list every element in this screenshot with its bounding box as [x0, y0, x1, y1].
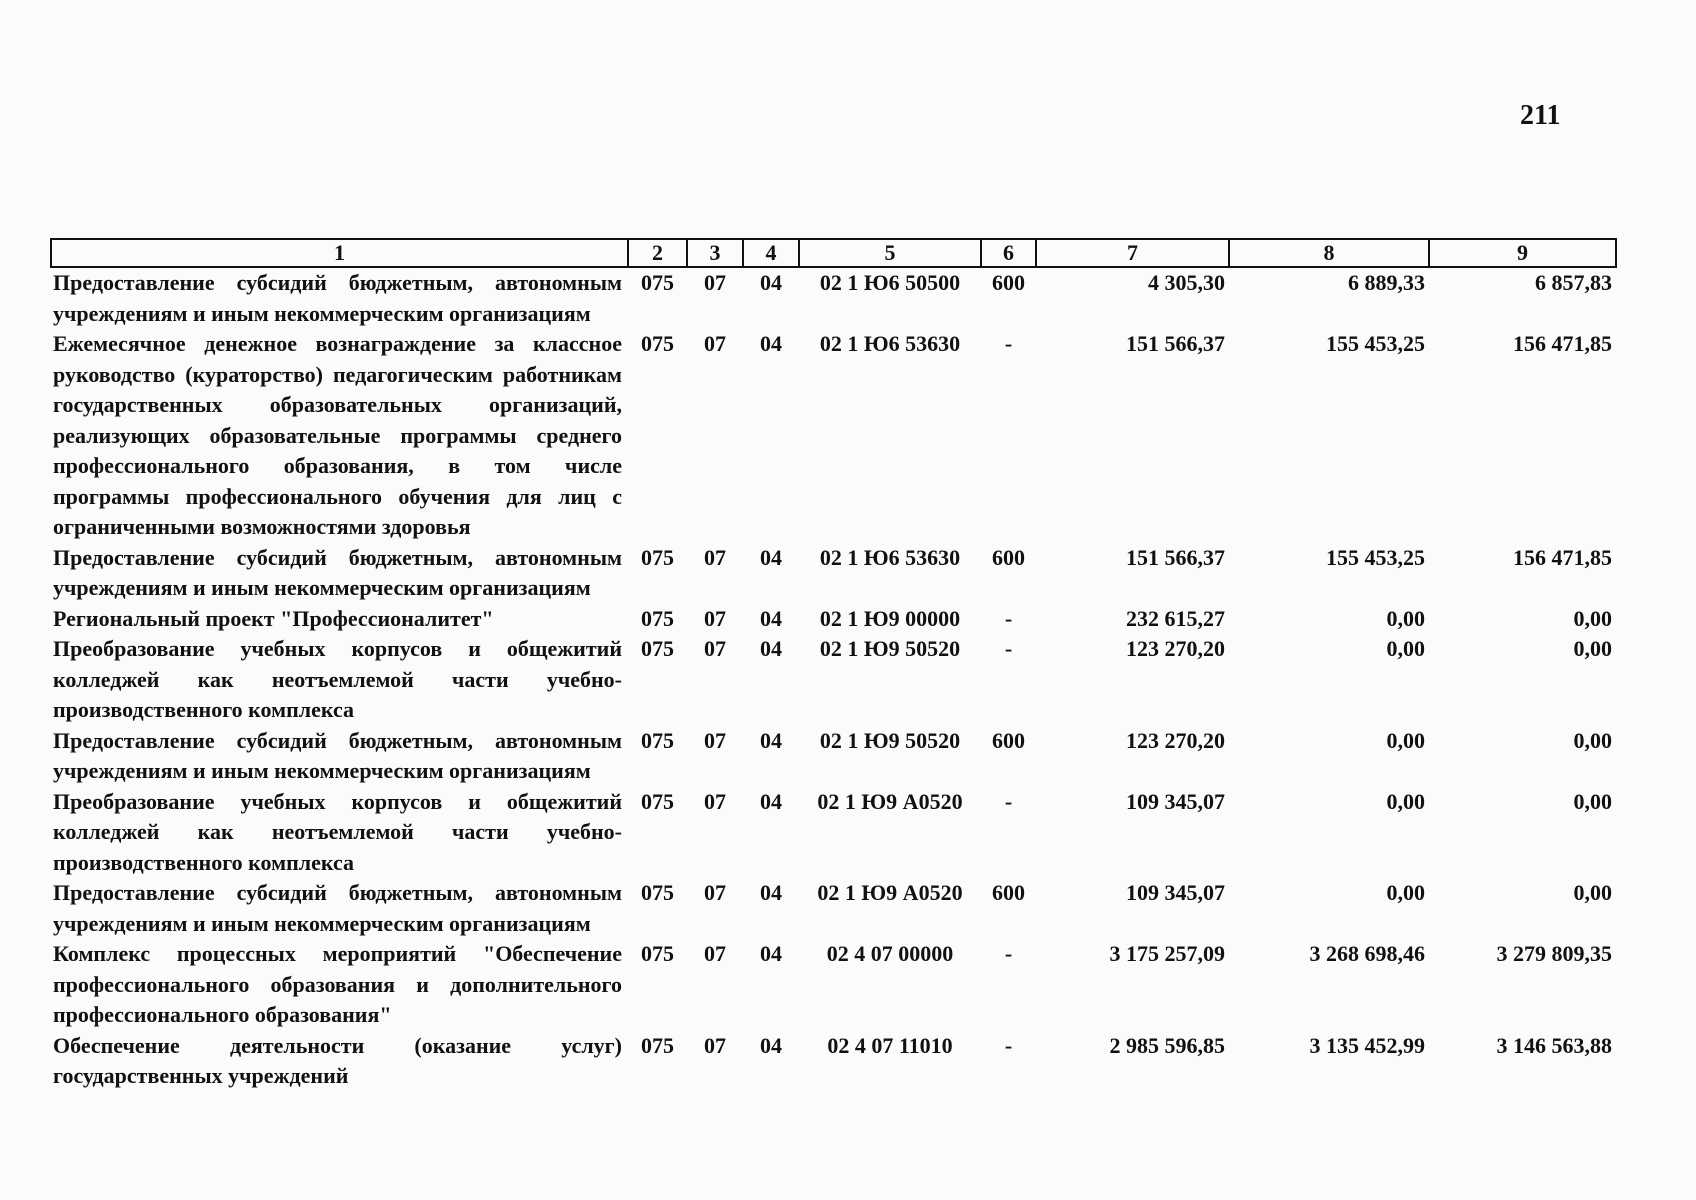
amount-col7: 3 175 257,09: [1109, 941, 1225, 966]
code-subsection: 04: [760, 636, 782, 661]
table-row: [51, 878, 1616, 939]
table-row: [51, 267, 1616, 329]
table-row: [51, 634, 1616, 726]
amount-col7: 109 345,07: [1126, 880, 1225, 905]
code-section: 07: [704, 727, 726, 753]
amount-col7: 123 270,20: [1126, 636, 1225, 661]
amount-col8: 0,00: [1386, 636, 1425, 661]
code-subsection: 04: [760, 544, 782, 570]
table-row: [51, 787, 1616, 879]
amount-col8: 0,00: [1386, 880, 1425, 905]
amount-col8: 155 453,25: [1326, 544, 1425, 570]
row-name: Предоставление субсидий бюджетным, автономным учреждениям и иным некоммерческим организациям: [53, 727, 622, 783]
code-target: 02 1 Ю6 53630: [819, 331, 961, 356]
amount-col9: 3 146 563,88: [1496, 1032, 1612, 1058]
code-expense-type: -: [1004, 636, 1013, 661]
code-admin: 075: [641, 788, 674, 814]
header-cell: 7: [1036, 239, 1229, 267]
amount-col8: 0,00: [1386, 605, 1425, 631]
code-section: 07: [704, 331, 726, 356]
code-admin: 075: [641, 941, 674, 966]
amount-col8: 155 453,25: [1326, 331, 1425, 356]
code-subsection: 04: [760, 605, 782, 631]
code-admin: 075: [641, 270, 674, 295]
code-target: 02 1 Ю9 50520: [819, 636, 961, 661]
page-number: 211: [1520, 100, 1561, 131]
amount-col9: 0,00: [1573, 788, 1612, 814]
code-subsection: 04: [760, 331, 782, 356]
row-name: Преобразование учебных корпусов и общежитий колледжей как неотъемлемой части учебно-производственного комплекса: [53, 788, 622, 875]
code-expense-type: 600: [992, 270, 1025, 295]
code-target: 02 1 Ю9 А0520: [817, 880, 963, 905]
row-name: Комплекс процессных мероприятий "Обеспечение профессионального образования и дополнительного профессионального образования": [53, 941, 622, 1027]
amount-col8: 0,00: [1386, 788, 1425, 814]
row-name: Предоставление субсидий бюджетным, автономным учреждениям и иным некоммерческим организациям: [53, 544, 622, 600]
code-expense-type: -: [1004, 941, 1013, 966]
code-expense-type: -: [1004, 331, 1013, 356]
row-name: Обеспечение деятельности (оказание услуг) государственных учреждений: [53, 1032, 622, 1088]
amount-col7: 109 345,07: [1126, 788, 1225, 814]
code-section: 07: [704, 605, 726, 631]
code-admin: 075: [641, 1032, 674, 1058]
code-target: 02 1 Ю6 50500: [819, 270, 961, 295]
code-subsection: 04: [760, 270, 782, 295]
amount-col7: 232 615,27: [1126, 605, 1225, 631]
code-subsection: 04: [760, 727, 782, 753]
code-admin: 075: [641, 331, 674, 356]
amount-col9: 3 279 809,35: [1496, 941, 1612, 966]
amount-col9: 0,00: [1573, 636, 1612, 661]
amount-col8: 3 135 452,99: [1309, 1032, 1425, 1058]
table-header-row: [51, 239, 1616, 267]
amount-col8: 3 268 698,46: [1309, 941, 1425, 966]
amount-col9: 156 471,85: [1513, 544, 1612, 570]
header-cell: 1: [51, 239, 628, 267]
amount-col7: 151 566,37: [1126, 331, 1225, 356]
code-section: 07: [704, 1032, 726, 1058]
table-row: [51, 1031, 1616, 1092]
table-row: [51, 543, 1616, 604]
code-target: 02 1 Ю9 00000: [819, 605, 961, 631]
budget-table: [50, 238, 1617, 1092]
row-name: Региональный проект "Профессионалитет": [53, 605, 494, 631]
header-cell: 4: [743, 239, 799, 267]
code-expense-type: -: [1004, 605, 1013, 631]
code-admin: 075: [641, 880, 674, 905]
amount-col7: 2 985 596,85: [1109, 1032, 1225, 1058]
code-section: 07: [704, 270, 726, 295]
code-target: 02 4 07 11010: [827, 1032, 953, 1058]
amount-col9: 0,00: [1573, 605, 1612, 631]
header-cell: 5: [799, 239, 981, 267]
code-expense-type: -: [1004, 1032, 1013, 1058]
code-expense-type: 600: [992, 727, 1025, 753]
table-row: [51, 726, 1616, 787]
table-row: [51, 604, 1616, 635]
code-section: 07: [704, 544, 726, 570]
amount-col7: 151 566,37: [1126, 544, 1225, 570]
code-subsection: 04: [760, 1032, 782, 1058]
table-row: [51, 329, 1616, 543]
header-cell: 6: [981, 239, 1036, 267]
code-admin: 075: [641, 727, 674, 753]
row-name: Предоставление субсидий бюджетным, автономным учреждениям и иным некоммерческим организациям: [53, 880, 622, 936]
header-cell: 8: [1229, 239, 1429, 267]
amount-col8: 0,00: [1386, 727, 1425, 753]
header-cell: 3: [687, 239, 743, 267]
code-subsection: 04: [760, 880, 782, 905]
amount-col7: 123 270,20: [1126, 727, 1225, 753]
code-admin: 075: [641, 544, 674, 570]
code-expense-type: 600: [992, 880, 1025, 905]
code-target: 02 1 Ю6 53630: [819, 544, 961, 570]
row-name: Ежемесячное денежное вознаграждение за классное руководство (кураторство) педагогическим работникам государственных образовательных организаций, реализующих образовательные программы среднего профессионального образования, в том числе программы профессионального обучения для лиц с ограниченными возможностями здоровья: [53, 331, 622, 539]
code-admin: 075: [641, 605, 674, 631]
row-name: Преобразование учебных корпусов и общежитий колледжей как неотъемлемой части учебно-производственного комплекса: [53, 636, 622, 722]
code-admin: 075: [641, 636, 674, 661]
code-section: 07: [704, 636, 726, 661]
header-cell: 9: [1429, 239, 1616, 267]
amount-col9: 6 857,83: [1535, 270, 1612, 295]
code-subsection: 04: [760, 941, 782, 966]
code-target: 02 4 07 00000: [826, 941, 954, 966]
table-row: [51, 939, 1616, 1031]
code-expense-type: 600: [992, 544, 1025, 570]
code-target: 02 1 Ю9 50520: [819, 727, 961, 753]
amount-col8: 6 889,33: [1348, 270, 1425, 295]
amount-col9: 0,00: [1573, 880, 1612, 905]
code-section: 07: [704, 880, 726, 905]
code-target: 02 1 Ю9 А0520: [817, 788, 963, 814]
amount-col7: 4 305,30: [1148, 270, 1225, 295]
code-section: 07: [704, 788, 726, 814]
code-section: 07: [704, 941, 726, 966]
amount-col9: 156 471,85: [1513, 331, 1612, 356]
code-subsection: 04: [760, 788, 782, 814]
row-name: Предоставление субсидий бюджетным, автономным учреждениям и иным некоммерческим организациям: [53, 270, 622, 326]
code-expense-type: -: [1004, 788, 1013, 814]
header-cell: 2: [628, 239, 687, 267]
amount-col9: 0,00: [1573, 727, 1612, 753]
